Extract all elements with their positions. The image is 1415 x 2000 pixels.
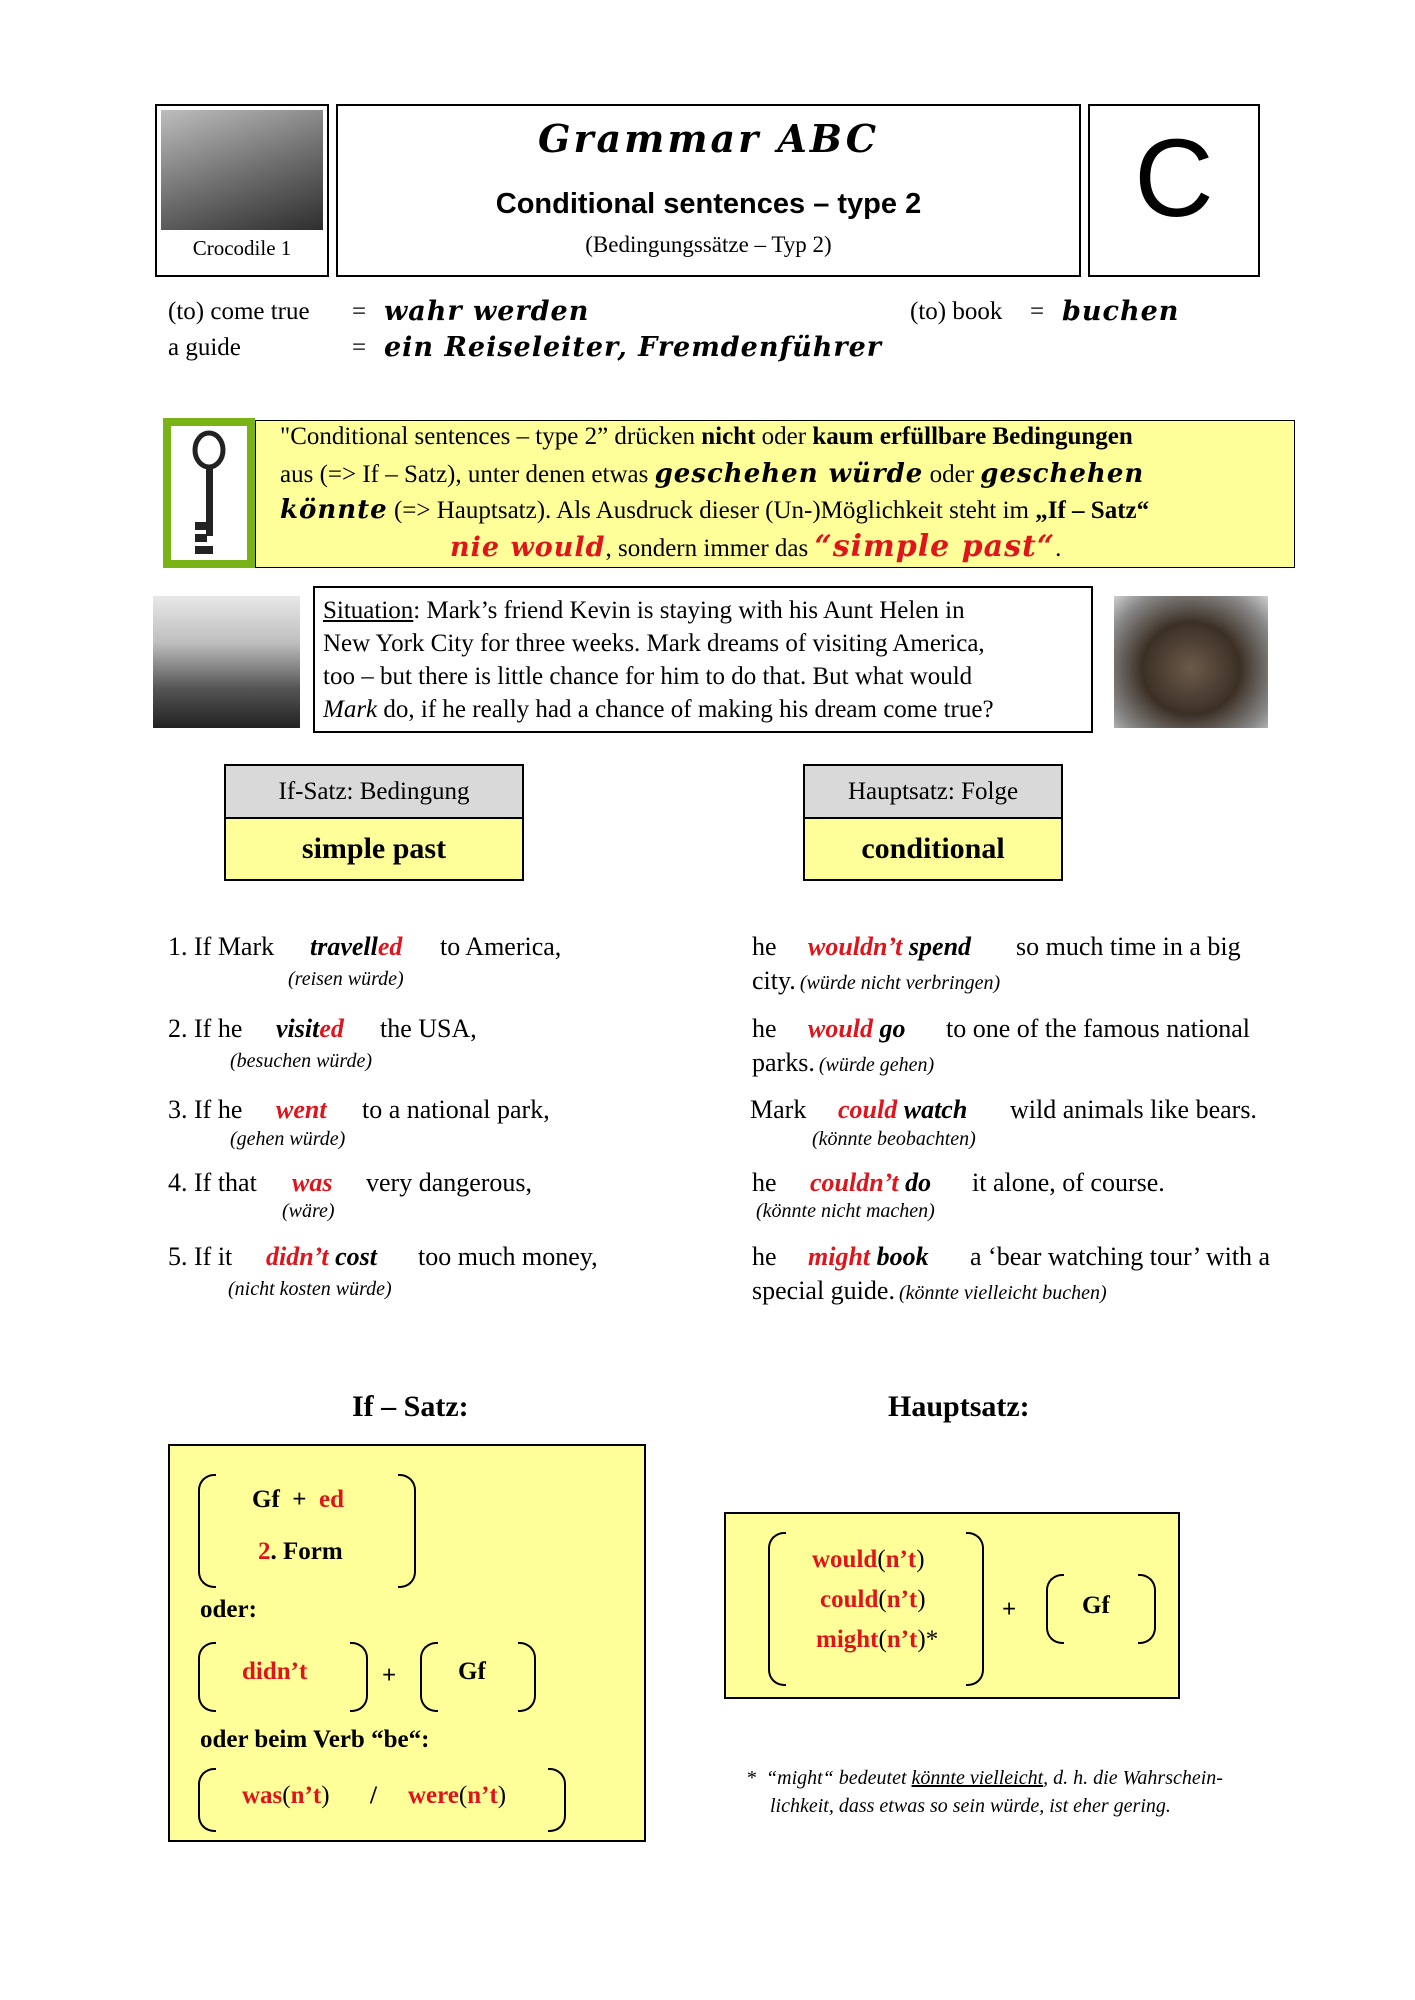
- example-main-gloss: (könnte vielleicht buchen): [898, 1282, 1107, 1304]
- example-if-gloss: (reisen würde): [288, 968, 404, 990]
- main-formula-box: [724, 1512, 1180, 1699]
- footnote-underlined: könnte vielleicht: [911, 1767, 1044, 1789]
- were: were: [408, 1782, 459, 1809]
- example-if-verb: [276, 1014, 344, 1044]
- verb-stem: cost: [335, 1242, 377, 1271]
- nt: n’t: [886, 1626, 918, 1653]
- example-main-verb: [808, 1242, 929, 1272]
- if-summary-title: If – Satz:: [352, 1390, 469, 1423]
- could: could: [820, 1586, 879, 1613]
- example-main-post: so much time in a big: [1016, 932, 1241, 961]
- main-table-head-label: Hauptsatz: Folge: [847, 778, 1019, 805]
- bracket-right: [350, 1642, 368, 1712]
- if-table-head-label: If-Satz: Bedingung: [278, 778, 470, 805]
- example-main-verb: [808, 932, 971, 962]
- nt: n’t: [290, 1782, 322, 1809]
- example-main-cont: special guide.: [752, 1276, 895, 1305]
- example-if-post: too much money,: [418, 1242, 598, 1271]
- footnote-line-2: lichkeit, dass etwas so sein würde, ist eher gering.: [770, 1795, 1171, 1817]
- main-table-body-label: conditional: [861, 832, 1005, 865]
- example-main-gloss: (würde gehen): [818, 1054, 935, 1076]
- verb-stem: travell: [310, 932, 378, 961]
- situation-text: do, if he really had a chance of making his dream come true?: [377, 696, 994, 723]
- verb-aux: didn’t: [266, 1242, 329, 1271]
- example-if-post: to America,: [440, 932, 562, 961]
- rule-emph: kaum erfüllbare Bedingungen: [812, 423, 1133, 450]
- verb-stem: visit: [276, 1014, 320, 1043]
- formula-might: might(n’t)*: [816, 1626, 939, 1653]
- rule-text: aus (=> If – Satz), unter denen etwas: [280, 461, 655, 488]
- rule-hand: geschehen würde: [654, 459, 924, 489]
- verb-ending: was: [292, 1168, 333, 1197]
- slash: /: [370, 1782, 377, 1809]
- footnote-star: *: [746, 1767, 756, 1789]
- modal: wouldn’t: [808, 932, 903, 961]
- verb: go: [879, 1014, 906, 1043]
- footnote-text: “might“ bedeutet: [766, 1767, 912, 1789]
- rule-hand-red: nie would: [450, 532, 606, 563]
- situation-line-3: too – but there is little chance for him to do that. But what would: [323, 663, 973, 690]
- vocab-en: (to) come true: [168, 298, 310, 325]
- verb: spend: [908, 932, 972, 961]
- bracket-right: [1138, 1574, 1156, 1644]
- would: would: [812, 1546, 878, 1573]
- bracket-left: [420, 1642, 438, 1712]
- bracket-left: [198, 1474, 216, 1588]
- rule-line-3: [280, 495, 1149, 525]
- two: 2: [258, 1538, 271, 1565]
- example-main-post: wild animals like bears.: [1010, 1095, 1257, 1124]
- example-if-gloss: (nicht kosten würde): [228, 1278, 392, 1300]
- example-main-pre: he: [752, 1168, 777, 1197]
- verb: book: [876, 1242, 929, 1271]
- bracket-right: [398, 1474, 416, 1588]
- modal: could: [838, 1095, 898, 1124]
- verb: watch: [903, 1095, 968, 1124]
- vocab-de: wahr werden: [384, 296, 590, 327]
- example-main-gloss: (würde nicht verbringen): [799, 972, 1001, 994]
- example-main-cont: city.: [752, 966, 796, 995]
- vocab-en: a guide: [168, 334, 241, 361]
- example-if-pre: 3. If he: [168, 1095, 243, 1124]
- example-main-line2: [752, 1276, 1107, 1306]
- if-table-body-label: simple past: [301, 832, 447, 865]
- crocodile-caption: Crocodile 1: [192, 236, 292, 260]
- nt: n’t: [886, 1586, 918, 1613]
- vocab-row-1: [168, 298, 310, 326]
- example-main-verb: [810, 1168, 931, 1198]
- nt: n’t: [467, 1782, 498, 1809]
- bear-image: [1114, 596, 1268, 728]
- page-subtitle-de: (Bedingungssätze – Typ 2): [585, 232, 832, 257]
- example-if-verb: [266, 1242, 377, 1272]
- rule-line-4: [450, 529, 1061, 564]
- crocodile-image: [161, 110, 323, 230]
- main-table-body: [803, 817, 1063, 881]
- rule-text: oder: [755, 423, 813, 450]
- example-main-pre: he: [752, 1242, 777, 1271]
- letter: C: [1134, 117, 1214, 240]
- rule-hand: geschehen: [980, 459, 1145, 489]
- example-if-post: the USA,: [380, 1014, 477, 1043]
- example-if-pre: 1. If Mark: [168, 932, 275, 961]
- vocab-en: (to) book: [910, 298, 1003, 325]
- example-if-post: to a national park,: [362, 1095, 550, 1124]
- example-if-post: very dangerous,: [366, 1168, 533, 1197]
- key-icon: [171, 426, 247, 560]
- rule-text: .: [1055, 535, 1062, 562]
- if-formula-box: [168, 1444, 646, 1842]
- letter-box: [1088, 104, 1260, 277]
- plus: +: [1002, 1596, 1017, 1623]
- rule-text: oder: [923, 461, 981, 488]
- rule-box: [255, 420, 1295, 568]
- new-york-image: [153, 596, 300, 728]
- modal: might: [808, 1242, 871, 1271]
- situation-line-4: [323, 693, 1083, 726]
- verb-ending: ed: [319, 1014, 344, 1043]
- bracket-left: [1046, 1574, 1064, 1644]
- rule-text: , sondern immer das: [605, 535, 815, 562]
- rule-hand-red: “simple past“: [814, 529, 1056, 564]
- formula-gf: Gf: [1082, 1592, 1110, 1619]
- title-box: [336, 104, 1081, 277]
- vocab-de: buchen: [1062, 296, 1180, 327]
- formula-would: would(n’t): [812, 1546, 925, 1573]
- formula-2nd-form: [258, 1538, 343, 1566]
- bracket-left: [198, 1768, 216, 1832]
- page-title: Grammar ABC: [538, 116, 879, 161]
- main-table-head: [803, 764, 1063, 819]
- plus: +: [382, 1662, 397, 1689]
- rule-emph: nicht: [701, 423, 756, 450]
- rule-text: "Conditional sentences – type 2” drücken: [280, 423, 702, 450]
- star: *: [925, 1626, 939, 1653]
- example-main-pre: Mark: [750, 1095, 807, 1124]
- example-if-pre: 5. If it: [168, 1242, 233, 1271]
- might: might: [816, 1626, 879, 1653]
- situation-line-1: [323, 594, 1083, 627]
- rule-line-1: [280, 423, 1133, 451]
- rule-emph: „If – Satz“: [1035, 497, 1150, 524]
- page-subtitle: Conditional sentences – type 2: [495, 188, 922, 220]
- formula-were: were(n’t): [408, 1782, 507, 1809]
- example-if-pre: 2. If he: [168, 1014, 243, 1043]
- vocab-eq: =: [352, 298, 367, 325]
- formula-gf-ed: [252, 1486, 344, 1514]
- example-main-line2: [752, 1048, 934, 1078]
- if-table-head: [224, 764, 524, 819]
- example-main-post: a ‘bear watching tour’ with a: [970, 1242, 1271, 1271]
- crocodile-frame: [155, 104, 329, 277]
- bracket-right: [548, 1768, 566, 1832]
- example-main-post: it alone, of course.: [972, 1168, 1165, 1197]
- example-if-verb: [292, 1168, 332, 1198]
- footnote: [746, 1764, 1223, 1820]
- formula-was: was(n’t): [242, 1782, 330, 1809]
- verb-ending: went: [276, 1095, 327, 1124]
- if-table-body: [224, 817, 524, 881]
- key-icon-box: [163, 418, 255, 568]
- example-if-pre: 4. If that: [168, 1168, 257, 1197]
- ed: ed: [319, 1486, 345, 1513]
- bracket-left: [768, 1532, 786, 1686]
- vocab-eq: =: [1030, 298, 1045, 325]
- footnote-text: , d. h. die Wahrschein-: [1043, 1767, 1223, 1789]
- plus: +: [292, 1486, 307, 1513]
- situation-label: Situation: [323, 597, 414, 624]
- bracket-right: [518, 1642, 536, 1712]
- rule-line-2: [280, 459, 1144, 489]
- verb: do: [905, 1168, 932, 1197]
- situation-box: [313, 586, 1093, 733]
- example-main-post: to one of the famous national: [946, 1014, 1250, 1043]
- example-main-verb: [838, 1095, 967, 1125]
- modal: couldn’t: [810, 1168, 899, 1197]
- formula-gf: Gf: [458, 1658, 486, 1685]
- formula-didnt: didn’t: [242, 1658, 308, 1685]
- example-if-verb: [276, 1095, 327, 1125]
- example-main-verb: [808, 1014, 906, 1044]
- nt: n’t: [885, 1546, 917, 1573]
- rule-text: (=> Hauptsatz). Als Ausdruck dieser (Un-)Möglichkeit steht im: [387, 497, 1036, 524]
- rule-hand: könnte: [280, 495, 388, 525]
- formula-could: could(n’t): [820, 1586, 926, 1613]
- main-summary-title: Hauptsatz:: [888, 1390, 1030, 1423]
- verb-ending: ed: [377, 932, 403, 961]
- gf: Gf: [252, 1486, 280, 1513]
- example-main-pre: he: [752, 1014, 777, 1043]
- example-main-cont: parks.: [752, 1048, 815, 1077]
- form: . Form: [270, 1538, 343, 1565]
- example-if-gloss: (gehen würde): [230, 1128, 346, 1150]
- situation-line-2: New York City for three weeks. Mark dreams of visiting America,: [323, 630, 985, 657]
- example-main-gloss: (könnte nicht machen): [756, 1200, 935, 1222]
- situation-text: : Mark’s friend Kevin is staying with his Aunt Helen in: [413, 597, 965, 624]
- example-if-verb: [310, 932, 402, 962]
- oder-label: oder:: [200, 1596, 257, 1623]
- vocab-de: ein Reiseleiter, Fremdenführer: [384, 332, 882, 363]
- example-main-pre: he: [752, 932, 777, 961]
- example-if-gloss: (wäre): [282, 1200, 335, 1222]
- example-if-gloss: (besuchen würde): [230, 1050, 372, 1072]
- example-main-line2: [752, 966, 1000, 996]
- bracket-left: [198, 1642, 216, 1712]
- oder-be-label: oder beim Verb “be“:: [200, 1726, 430, 1753]
- modal: would: [808, 1014, 874, 1043]
- vocab-eq: =: [352, 334, 367, 361]
- bracket-right: [966, 1532, 984, 1686]
- situation-name: Mark: [323, 696, 378, 723]
- example-main-gloss: (könnte beobachten): [812, 1128, 976, 1150]
- footnote-line-1: [746, 1764, 1223, 1792]
- was: was: [242, 1782, 283, 1809]
